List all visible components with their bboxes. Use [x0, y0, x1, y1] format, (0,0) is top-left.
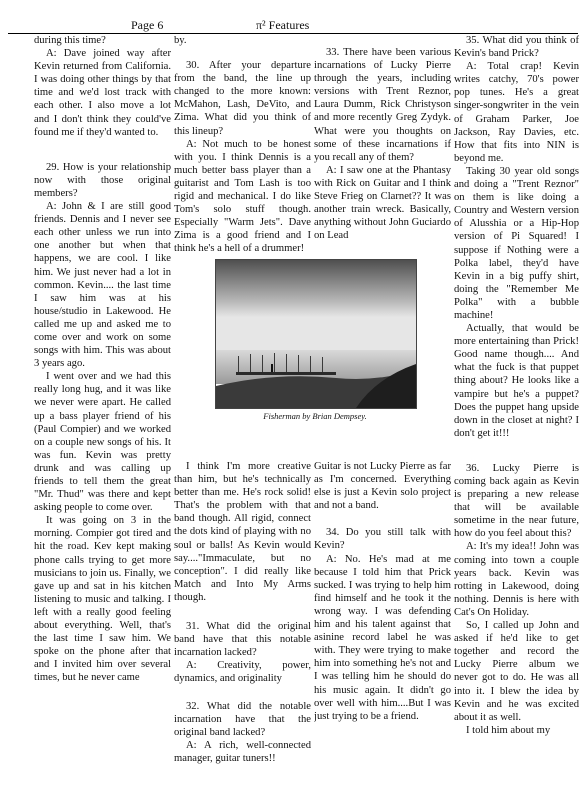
paragraph: A: It's my idea!! John was coming into town a couple years back. Kevin was rotting in Lakewood, doing nothing. Dennis is here with Cat's On Holiday. [454, 541, 579, 618]
paragraph: A: Total crap! Kevin writes catchy, 70's power pop tunes. He's a great singer-songwriter in the vein of Graham Parker, Joe Jackson, Ray Davies, etc. How that fits into NIN is beyond me. [454, 61, 579, 164]
section-title: π² Features [256, 18, 310, 32]
paragraph: A: Creativity, power, dynamics, and originality [174, 660, 311, 685]
question: 32. What did the notable incarnation have that the original band lacked? [174, 700, 311, 738]
question: 30. After your departure from the band, the line up changed to the more known: McMahon, Lash, DeVito, and Zima. What did you think of this lineup? [174, 60, 311, 137]
paragraph: A: I saw one at the Phantasy with Rick on Guitar and I think Steve Frieg on Clarnet?? It was another train wreck. Basically, anything without John Guciardo on Lead [314, 164, 451, 242]
paragraph: A: No. He's mad at me because I told him that Prick sucked. I was trying to help him find himself and he took it the wrong way. I was defending him and his talent against that asinine record label he was with. They were trying to make him into something he's not and I was telling him he should do his music again. It didn't go over well with him....But I was just trying to be a friend. [314, 553, 451, 722]
paragraph: during this time? [34, 35, 106, 46]
paragraph: I think I'm more creative than him, but he's technically better than me. He's rock solid! That's the problem with that band though. All rigid, connect the dots kind of playing with no soul or balls! As Kevin would say...."Immaculate, but no conception". I did really like Match and Into My Arms though. [174, 461, 311, 603]
beach-pier-image [216, 260, 416, 408]
paragraph: A: Dave joined way after Kevin returned from California. I was doing other things by that time and we'd lost track with each other. I also move a lot and I don't think they could've found me if they'd wanted to. [34, 48, 171, 138]
paragraph: I went over and we had this really long hug, and it was like we never were apart. He called up a bass player friend of his (Paul Compier) and we worked on a couple new songs of his. It was fun. Kevin was pretty drunk and was calling up friends to tell them the great "Mr. Thud" was there and kept asking people to come over. [34, 371, 171, 514]
column-4 [454, 34, 581, 794]
column-3-top [314, 34, 451, 254]
paragraph: A: John & I are still good friends. Dennis and I never see each other unless we run into one another but when that happens, we are cool. I like him. We just never had a lot in common. Kevin.... the last time I saw him was at his house/studio in Lakewood. He called me up and asked me to come over and work on some songs with him. This was about 3 years ago. [34, 201, 171, 370]
column-3-bottom [314, 460, 451, 794]
page-header [0, 18, 583, 34]
question: 36. Lucky Pierre is coming back again as Kevin is preparing a new release that will be available sometime in the near future, how do you feel about this? [454, 462, 579, 540]
paragraph: A: Not much to be honest with you. I think Dennis is a much better bass player than a guitarist and Tom Lash is too rigid and mechanical. I do like Tom's solo stuff though. Especially "Warm Jets". Dave Zima is a good friend and I think he's a hell of a drummer! [174, 138, 311, 254]
paragraph: Guitar is not Lucky Pierre as far as I'm concerned. Everything else is just a Kevin solo project and not a band. [314, 461, 451, 512]
paragraph: Taking 30 year old songs and doing a "Trent Reznor" on them is like doing a Country and Western version of Alusshia or a Hip-Hop version of Pi Squared! I suppose if Nothing were a Polka label, they'd have Kevin in a big puffy shirt, doing the "Remember Me Polka" with a bubble machine! [454, 165, 579, 321]
paragraph: by. [174, 35, 187, 46]
question: 34. Do you still talk with Kevin? [314, 527, 451, 552]
question: 33. There have been various incarnations of Lucky Pierre through the years, including versions with Trent Reznor, Laura Dumm, Rick Christyson and more recently Greg Zydyk. What were you thoughts on some of these incarnations if you recall any of them? [314, 47, 451, 163]
page-number: Page 6 [131, 18, 164, 32]
column-2-top [174, 34, 311, 254]
column-2-bottom [174, 460, 311, 794]
photo-fisherman [215, 259, 417, 409]
question: 31. What did the original band have that this notable incarnation lacked? [174, 621, 311, 659]
paragraph: A: A rich, well-connected manager, guitar tuners!! [174, 739, 311, 764]
column-1 [34, 34, 171, 794]
paragraph: I told him about my [466, 724, 551, 736]
paragraph: Actually, that would be more entertaining than Prick! Good name though.... And what the fuck is that puppet thing about? He looks like a vampire but he's a puppet? Does the puppet hang upside down in the closet at night? I don't get it!!! [454, 323, 579, 439]
question: 35. What did you think of Kevin's band Prick? [454, 35, 579, 60]
paragraph: It was going on 3 in the morning. Compier got tired and hit the road. Kev kept making phone calls trying to get more musicians to join us. Finally, we gave up and sat in his kitchen listening to music and talking. I left with a really good feeling about everything. Well, that's the last time I saw him. We spoke on the phone after that and I invited him over several times, but he never came [34, 515, 171, 684]
question: 29. How is your relationship now with those original members? [34, 161, 171, 199]
photo-caption: Fisherman by Brian Dempsey. [263, 411, 367, 421]
paragraph: So, I called up John and asked if he'd like to get together and record the Lucky Pierre album we never got to do. He was all into it. I blew the idea by Kevin and he was excited about it as well. [454, 620, 579, 723]
